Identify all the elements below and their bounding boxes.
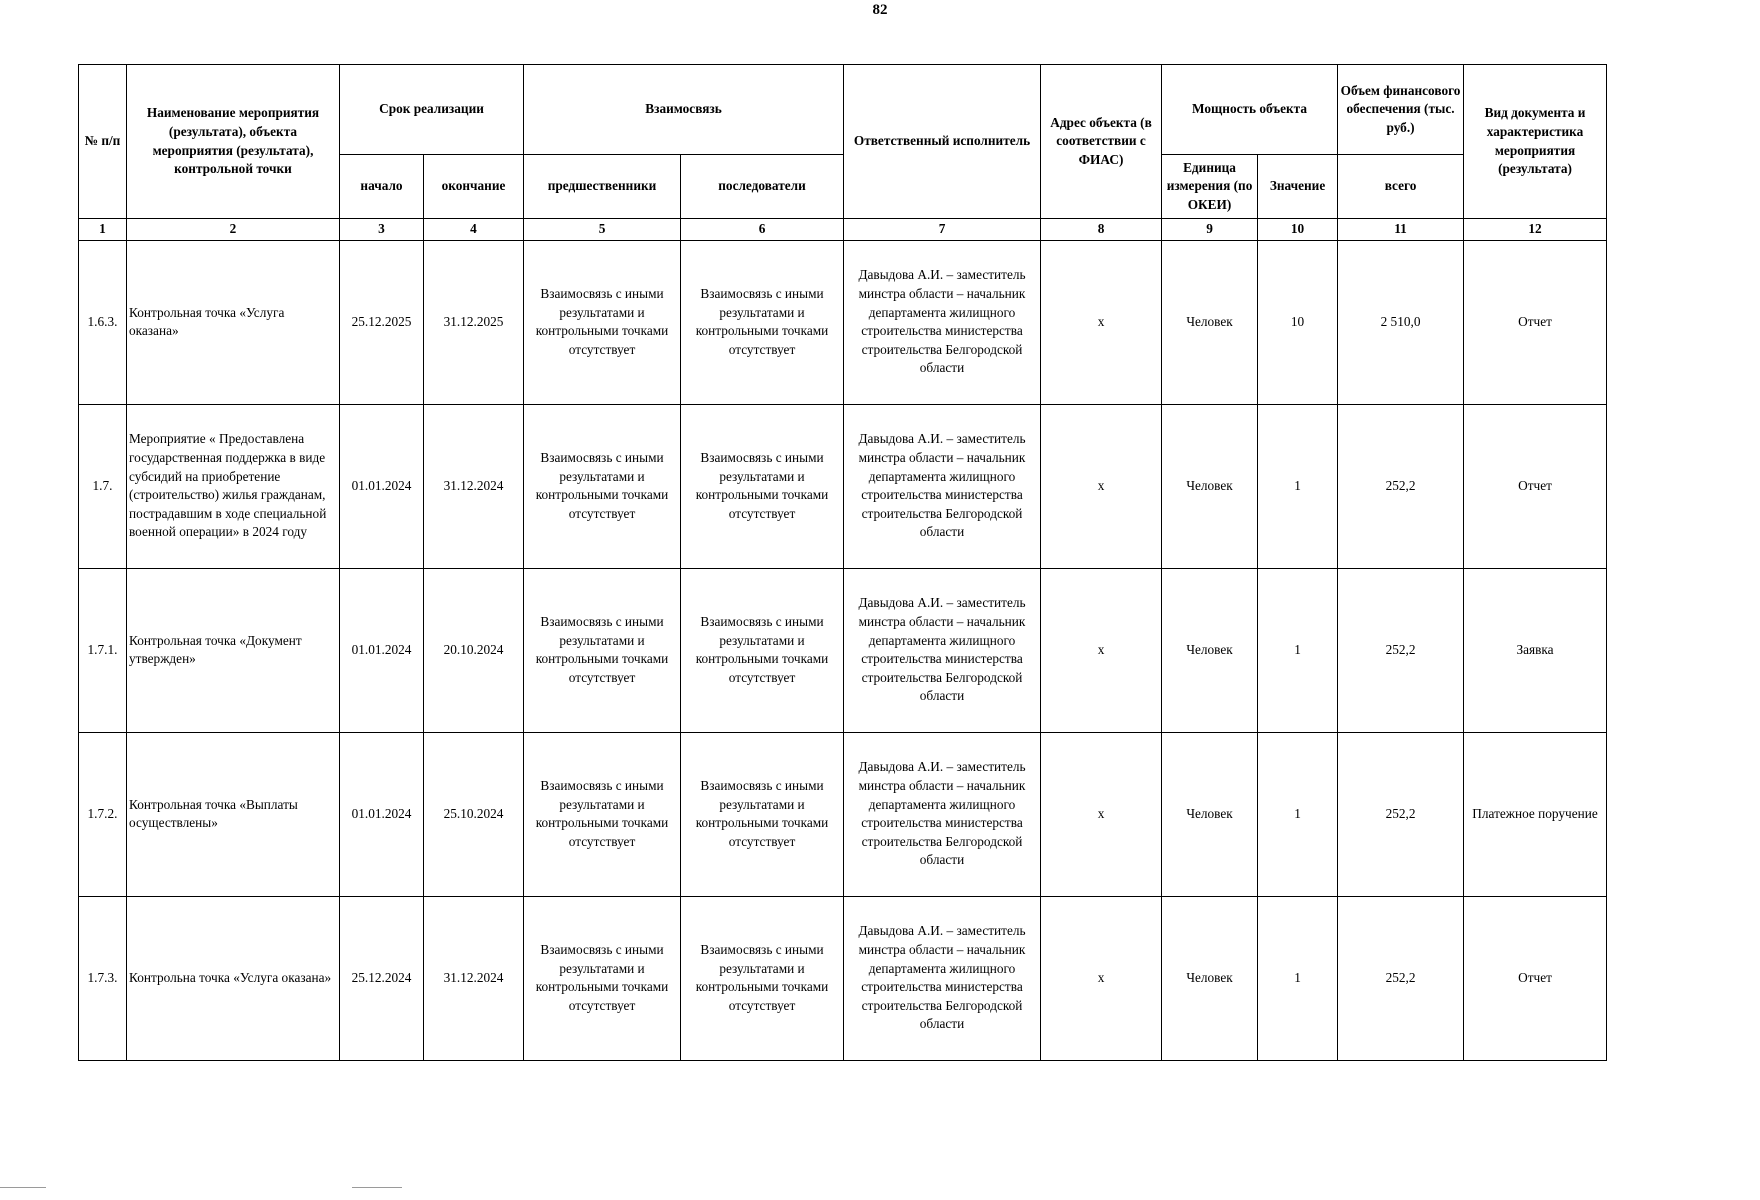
row-name: Контрольная точка «Услуга оказана» [127,240,340,404]
row-address: х [1041,732,1162,896]
header-doc-type: Вид документа и характеристика мероприятия (результата) [1464,65,1607,219]
table-row [79,404,1607,568]
column-number: 4 [424,219,524,241]
header-term-end: окончание [424,155,524,219]
header-unit: Единица измерения (по ОКЕИ) [1162,155,1258,219]
header-capacity: Мощность объекта [1162,65,1338,155]
page-number: 82 [872,2,888,18]
row-doc-type: Отчет [1464,896,1607,1060]
row-successors: Взаимосвязь с иными результатами и контрольными точками отсутствует [681,896,844,1060]
scan-artifact-line [0,1187,46,1188]
row-name: Контрольная точка «Выплаты осуществлены» [127,732,340,896]
row-doc-type: Отчет [1464,404,1607,568]
row-start: 01.01.2024 [340,404,424,568]
header-relation: Взаимосвязь [524,65,844,155]
row-successors: Взаимосвязь с иными результатами и контрольными точками отсутствует [681,240,844,404]
row-value: 1 [1258,896,1338,1060]
row-address: х [1041,568,1162,732]
row-value: 1 [1258,732,1338,896]
column-number: 6 [681,219,844,241]
plan-table [78,64,1607,1061]
row-total: 252,2 [1338,732,1464,896]
header-executor: Ответственный исполнитель [844,65,1041,219]
row-doc-type: Отчет [1464,240,1607,404]
table-row [79,568,1607,732]
row-successors: Взаимосвязь с иными результатами и контрольными точками отсутствует [681,404,844,568]
row-number: 1.7. [79,404,127,568]
row-executor: Давыдова А.И. – заместитель минстра области – начальник департамента жилищного строительства министерства строительства Белгородской области [844,404,1041,568]
row-unit: Человек [1162,240,1258,404]
column-number: 10 [1258,219,1338,241]
row-value: 10 [1258,240,1338,404]
row-end: 31.12.2024 [424,404,524,568]
header-value: Значение [1258,155,1338,219]
scan-artifact-line [352,1187,402,1188]
row-total: 2 510,0 [1338,240,1464,404]
row-total: 252,2 [1338,404,1464,568]
row-start: 01.01.2024 [340,732,424,896]
row-number: 1.7.2. [79,732,127,896]
row-executor: Давыдова А.И. – заместитель минстра области – начальник департамента жилищного строительства министерства строительства Белгородской области [844,568,1041,732]
table-row [79,732,1607,896]
row-number: 1.6.3. [79,240,127,404]
column-number: 11 [1338,219,1464,241]
row-doc-type: Заявка [1464,568,1607,732]
column-number: 5 [524,219,681,241]
header-funding: Объем финансового обеспечения (тыс. руб.) [1338,65,1464,155]
row-end: 31.12.2025 [424,240,524,404]
row-executor: Давыдова А.И. – заместитель минстра области – начальник департамента жилищного строительства министерства строительства Белгородской области [844,240,1041,404]
column-number: 9 [1162,219,1258,241]
column-number: 7 [844,219,1041,241]
row-unit: Человек [1162,896,1258,1060]
row-unit: Человек [1162,568,1258,732]
header-address: Адрес объекта (в соответствии с ФИАС) [1041,65,1162,219]
row-predecessors: Взаимосвязь с иными результатами и контрольными точками отсутствует [524,568,681,732]
row-start: 25.12.2025 [340,240,424,404]
row-successors: Взаимосвязь с иными результатами и контрольными точками отсутствует [681,568,844,732]
row-executor: Давыдова А.И. – заместитель минстра области – начальник департамента жилищного строительства министерства строительства Белгородской области [844,732,1041,896]
row-predecessors: Взаимосвязь с иными результатами и контрольными точками отсутствует [524,240,681,404]
header-no: № п/п [79,65,127,219]
header-predecessors: предшественники [524,155,681,219]
row-predecessors: Взаимосвязь с иными результатами и контрольными точками отсутствует [524,404,681,568]
row-doc-type: Платежное поручение [1464,732,1607,896]
row-number: 1.7.1. [79,568,127,732]
row-predecessors: Взаимосвязь с иными результатами и контрольными точками отсутствует [524,732,681,896]
row-name: Контрольная точка «Документ утвержден» [127,568,340,732]
row-address: х [1041,896,1162,1060]
row-end: 25.10.2024 [424,732,524,896]
column-number: 8 [1041,219,1162,241]
row-total: 252,2 [1338,896,1464,1060]
column-number: 3 [340,219,424,241]
table-row [79,240,1607,404]
row-value: 1 [1258,568,1338,732]
row-name: Мероприятие « Предоставлена государственная поддержка в виде субсидий на приобретение (строительство) жилья гражданам, пострадавшим в ходе специальной военной операции» в 2024 году [127,404,340,568]
row-number: 1.7.3. [79,896,127,1060]
column-number: 1 [79,219,127,241]
header-successors: последователи [681,155,844,219]
column-number: 12 [1464,219,1607,241]
row-executor: Давыдова А.И. – заместитель минстра области – начальник департамента жилищного строительства министерства строительства Белгородской области [844,896,1041,1060]
row-unit: Человек [1162,404,1258,568]
column-number: 2 [127,219,340,241]
row-start: 01.01.2024 [340,568,424,732]
header-term-start: начало [340,155,424,219]
row-address: х [1041,240,1162,404]
row-start: 25.12.2024 [340,896,424,1060]
row-unit: Человек [1162,732,1258,896]
row-name: Контрольна точка «Услуга оказана» [127,896,340,1060]
header-name: Наименование мероприятия (результата), объекта мероприятия (результата), контрольной точки [127,65,340,219]
row-value: 1 [1258,404,1338,568]
header-total: всего [1338,155,1464,219]
row-predecessors: Взаимосвязь с иными результатами и контрольными точками отсутствует [524,896,681,1060]
row-end: 31.12.2024 [424,896,524,1060]
row-total: 252,2 [1338,568,1464,732]
row-address: х [1041,404,1162,568]
table-row [79,896,1607,1060]
row-successors: Взаимосвязь с иными результатами и контрольными точками отсутствует [681,732,844,896]
header-term: Срок реализации [340,65,524,155]
row-end: 20.10.2024 [424,568,524,732]
